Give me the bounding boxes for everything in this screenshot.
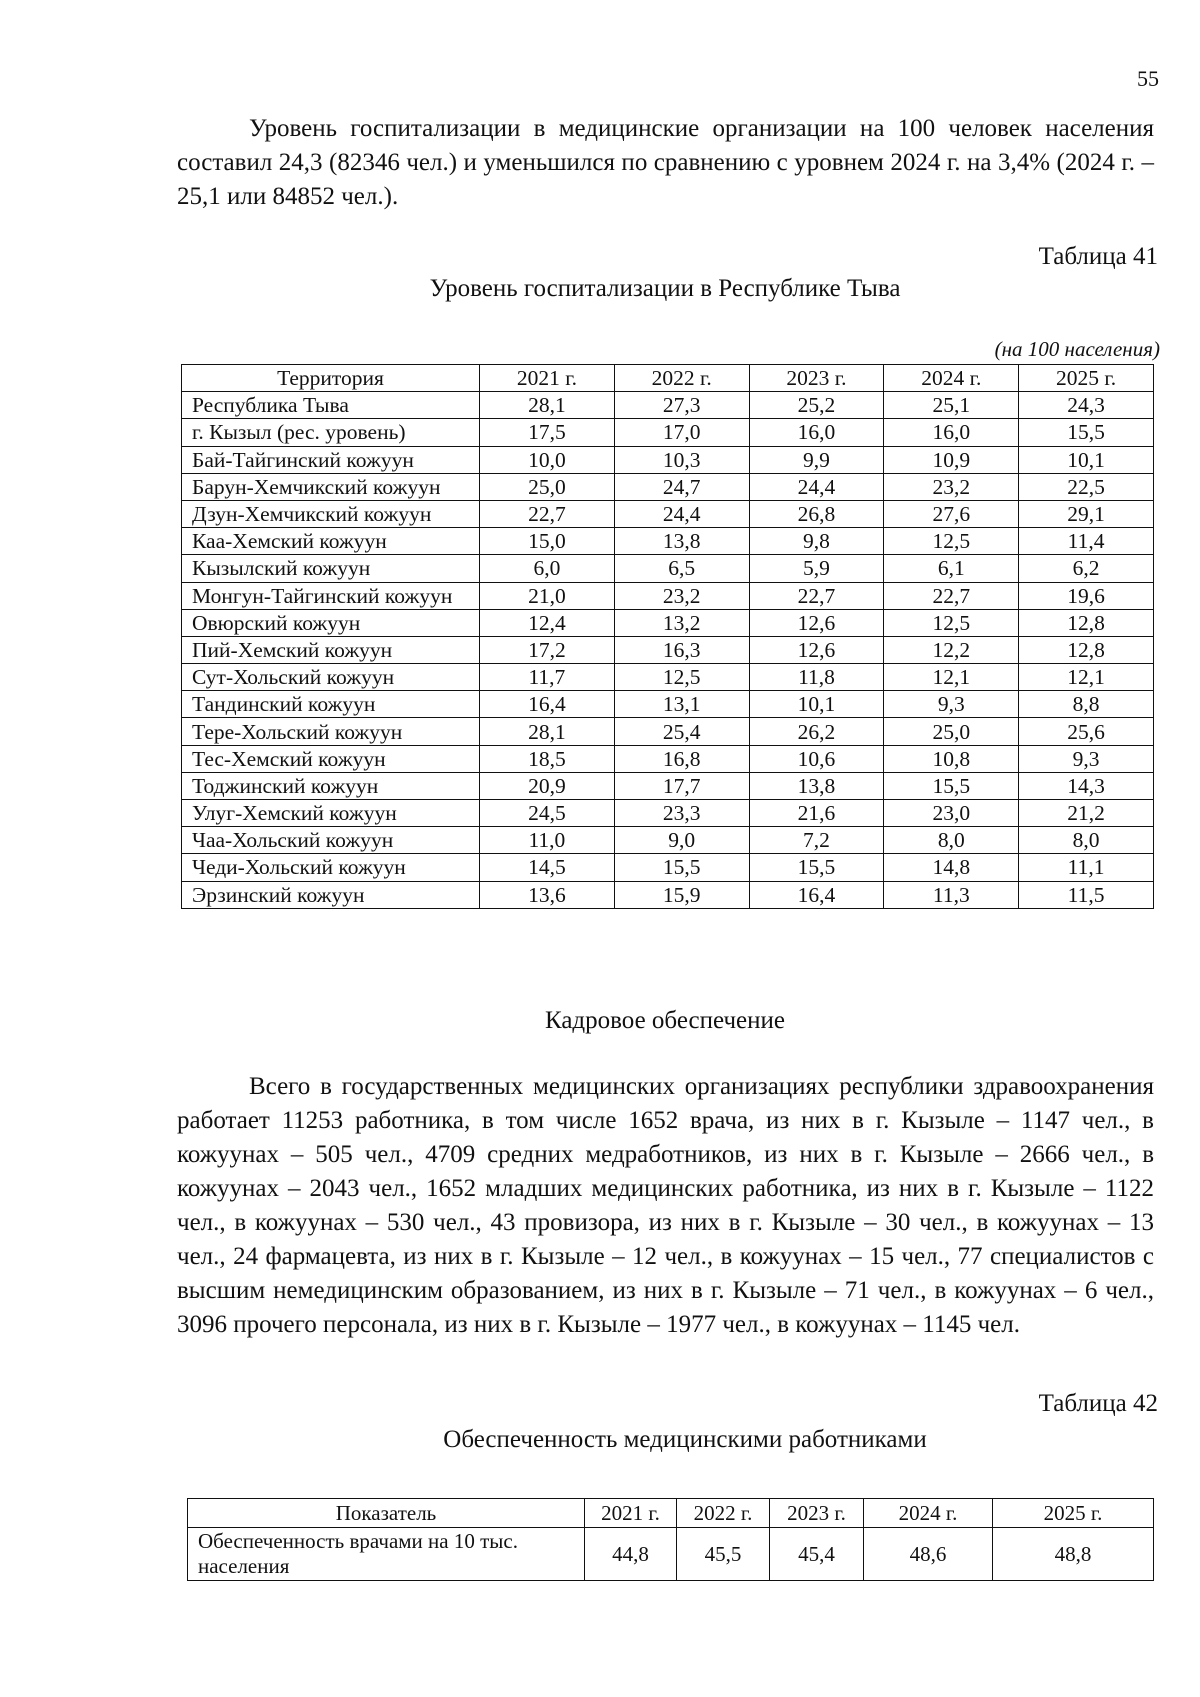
value-cell: 25,0 [884, 718, 1019, 745]
column-header: 2021 г. [480, 365, 615, 392]
value-cell: 22,7 [749, 582, 884, 609]
value-cell: 21,2 [1019, 800, 1154, 827]
table-row [182, 582, 1154, 609]
value-cell: 22,5 [1019, 473, 1154, 500]
value-cell: 27,3 [614, 392, 749, 419]
row-label-cell: Республика Тыва [182, 392, 480, 419]
table-body [188, 1528, 1154, 1581]
table-row [188, 1528, 1154, 1581]
row-label-cell: Дзун-Хемчикский кожуун [182, 500, 480, 527]
value-cell: 25,0 [480, 473, 615, 500]
row-label-cell: Сут-Хольский кожуун [182, 664, 480, 691]
value-cell: 14,8 [884, 854, 1019, 881]
column-header: 2024 г. [884, 365, 1019, 392]
value-cell: 16,0 [749, 419, 884, 446]
column-header: 2024 г. [864, 1499, 993, 1528]
value-cell: 10,0 [480, 446, 615, 473]
staff-paragraph: Всего в государственных медицинских организациях республики здравоохранения работает 11253 работника, в том числе 1652 врача, из них в г. Кызыле – 1147 чел., в кожуунах – 505 чел., 4709 средних медработников, из них в г. Кызыле – 2666 чел., в кожуунах – 2043 чел., 1652 младших медицинских работника, из них в г. Кызыле – 1122 чел., в кожуунах – 530 чел., 43 провизора, из них в г. Кызыле – 30 чел., в кожуунах – 13 чел., 24 фармацевта, из них в г. Кызыле – 12 чел., в кожуунах – 15 чел., 77 специалистов с высшим немедицинским образованием, из них в г. Кызыле – 71 чел., в кожуунах – 6 чел., 3096 прочего персонала, из них в г. Кызыле – 1977 чел., в кожуунах – 1145 чел. [177, 1073, 1154, 1338]
value-cell: 6,5 [614, 555, 749, 582]
table-header-row [182, 365, 1154, 392]
table-41-label: Таблица 41 [1038, 243, 1158, 270]
column-header: Территория [182, 365, 480, 392]
table-row [182, 392, 1154, 419]
value-cell: 20,9 [480, 772, 615, 799]
value-cell: 13,1 [614, 691, 749, 718]
value-cell: 21,0 [480, 582, 615, 609]
table-header-row [188, 1499, 1154, 1528]
value-cell: 10,9 [884, 446, 1019, 473]
value-cell: 8,0 [884, 827, 1019, 854]
value-cell: 5,9 [749, 555, 884, 582]
table-row [182, 745, 1154, 772]
section-heading: Кадровое обеспечение [544, 1007, 786, 1034]
row-label-cell: Эрзинский кожуун [182, 881, 480, 908]
table-row [182, 500, 1154, 527]
value-cell: 28,1 [480, 718, 615, 745]
value-cell: 13,2 [614, 609, 749, 636]
value-cell: 11,3 [884, 881, 1019, 908]
value-cell: 10,1 [749, 691, 884, 718]
table-row [182, 528, 1154, 555]
value-cell: 16,4 [749, 881, 884, 908]
table-row [182, 691, 1154, 718]
value-cell: 14,5 [480, 854, 615, 881]
table-41-title: Уровень госпитализации в Республике Тыва [429, 275, 901, 302]
table-42-label: Таблица 42 [1038, 1390, 1158, 1417]
row-label-cell: Кызылский кожуун [182, 555, 480, 582]
page-number: 55 [1137, 66, 1159, 91]
value-cell: 11,4 [1019, 528, 1154, 555]
value-cell: 25,1 [884, 392, 1019, 419]
value-cell: 13,6 [480, 881, 615, 908]
value-cell: 9,3 [884, 691, 1019, 718]
table-row [182, 419, 1154, 446]
value-cell: 22,7 [884, 582, 1019, 609]
value-cell: 48,8 [993, 1528, 1154, 1581]
value-cell: 12,1 [884, 664, 1019, 691]
value-cell: 19,6 [1019, 582, 1154, 609]
value-cell: 12,2 [884, 636, 1019, 663]
value-cell: 12,6 [749, 636, 884, 663]
row-label-cell: Каа-Хемский кожуун [182, 528, 480, 555]
value-cell: 48,6 [864, 1528, 993, 1581]
value-cell: 23,0 [884, 800, 1019, 827]
row-label-cell: Чеди-Хольский кожуун [182, 854, 480, 881]
value-cell: 25,6 [1019, 718, 1154, 745]
value-cell: 6,1 [884, 555, 1019, 582]
value-cell: 15,5 [749, 854, 884, 881]
table-row [182, 718, 1154, 745]
row-label-cell: Обеспеченность врачами на 10 тыс. населения [188, 1528, 585, 1581]
value-cell: 18,5 [480, 745, 615, 772]
value-cell: 29,1 [1019, 500, 1154, 527]
table-row [182, 446, 1154, 473]
value-cell: 11,8 [749, 664, 884, 691]
value-cell: 15,9 [614, 881, 749, 908]
table-row [182, 827, 1154, 854]
value-cell: 15,0 [480, 528, 615, 555]
value-cell: 14,3 [1019, 772, 1154, 799]
value-cell: 17,5 [480, 419, 615, 446]
value-cell: 9,8 [749, 528, 884, 555]
table-body [182, 392, 1154, 909]
value-cell: 12,1 [1019, 664, 1154, 691]
value-cell: 16,0 [884, 419, 1019, 446]
value-cell: 23,3 [614, 800, 749, 827]
value-cell: 12,5 [884, 609, 1019, 636]
row-label-cell: Улуг-Хемский кожуун [182, 800, 480, 827]
value-cell: 9,3 [1019, 745, 1154, 772]
row-label-cell: Бай-Тайгинский кожуун [182, 446, 480, 473]
value-cell: 16,8 [614, 745, 749, 772]
value-cell: 15,5 [614, 854, 749, 881]
value-cell: 9,0 [614, 827, 749, 854]
table-row [182, 800, 1154, 827]
value-cell: 11,7 [480, 664, 615, 691]
table-row [182, 664, 1154, 691]
value-cell: 16,4 [480, 691, 615, 718]
value-cell: 10,1 [1019, 446, 1154, 473]
value-cell: 13,8 [749, 772, 884, 799]
row-label-cell: Тес-Хемский кожуун [182, 745, 480, 772]
value-cell: 24,4 [749, 473, 884, 500]
row-label-cell: Чаа-Хольский кожуун [182, 827, 480, 854]
value-cell: 44,8 [585, 1528, 677, 1581]
value-cell: 11,5 [1019, 881, 1154, 908]
column-header: 2025 г. [993, 1499, 1154, 1528]
value-cell: 8,8 [1019, 691, 1154, 718]
row-label-cell: Тоджинский кожуун [182, 772, 480, 799]
column-header: Показатель [188, 1499, 585, 1528]
value-cell: 12,6 [749, 609, 884, 636]
column-header: 2023 г. [770, 1499, 864, 1528]
value-cell: 15,5 [1019, 419, 1154, 446]
value-cell: 17,7 [614, 772, 749, 799]
row-label-cell: Монгун-Тайгинский кожуун [182, 582, 480, 609]
value-cell: 26,8 [749, 500, 884, 527]
row-label-cell: Барун-Хемчикский кожуун [182, 473, 480, 500]
value-cell: 27,6 [884, 500, 1019, 527]
value-cell: 23,2 [884, 473, 1019, 500]
value-cell: 24,4 [614, 500, 749, 527]
value-cell: 28,1 [480, 392, 615, 419]
value-cell: 15,5 [884, 772, 1019, 799]
hospitalization-table [181, 364, 1154, 909]
column-header: 2023 г. [749, 365, 884, 392]
value-cell: 10,6 [749, 745, 884, 772]
value-cell: 11,1 [1019, 854, 1154, 881]
value-cell: 12,8 [1019, 609, 1154, 636]
value-cell: 23,2 [614, 582, 749, 609]
value-cell: 21,6 [749, 800, 884, 827]
value-cell: 13,8 [614, 528, 749, 555]
value-cell: 9,9 [749, 446, 884, 473]
column-header: 2025 г. [1019, 365, 1154, 392]
value-cell: 22,7 [480, 500, 615, 527]
column-header: 2022 г. [677, 1499, 770, 1528]
value-cell: 24,7 [614, 473, 749, 500]
value-cell: 12,5 [884, 528, 1019, 555]
table-41-unit-note: (на 100 населения) [994, 337, 1160, 361]
value-cell: 10,8 [884, 745, 1019, 772]
column-header: 2021 г. [585, 1499, 677, 1528]
value-cell: 25,2 [749, 392, 884, 419]
row-label-cell: Овюрский кожуун [182, 609, 480, 636]
table-42-title: Обеспеченность медицинскими работниками [443, 1426, 927, 1453]
row-label-cell: г. Кызыл (рес. уровень) [182, 419, 480, 446]
column-header: 2022 г. [614, 365, 749, 392]
table-row [182, 609, 1154, 636]
value-cell: 12,5 [614, 664, 749, 691]
value-cell: 17,0 [614, 419, 749, 446]
value-cell: 7,2 [749, 827, 884, 854]
value-cell: 12,8 [1019, 636, 1154, 663]
value-cell: 26,2 [749, 718, 884, 745]
table-row [182, 636, 1154, 663]
value-cell: 25,4 [614, 718, 749, 745]
value-cell: 11,0 [480, 827, 615, 854]
value-cell: 45,4 [770, 1528, 864, 1581]
value-cell: 12,4 [480, 609, 615, 636]
staffing-table [187, 1498, 1154, 1581]
row-label-cell: Пий-Хемский кожуун [182, 636, 480, 663]
table-row [182, 473, 1154, 500]
value-cell: 24,5 [480, 800, 615, 827]
table-row [182, 881, 1154, 908]
value-cell: 10,3 [614, 446, 749, 473]
value-cell: 17,2 [480, 636, 615, 663]
row-label-cell: Тере-Хольский кожуун [182, 718, 480, 745]
value-cell: 6,0 [480, 555, 615, 582]
value-cell: 24,3 [1019, 392, 1154, 419]
value-cell: 6,2 [1019, 555, 1154, 582]
value-cell: 16,3 [614, 636, 749, 663]
intro-paragraph: Уровень госпитализации в медицинские организации на 100 человек населения составил 24,3 (82346 чел.) и уменьшился по сравнению с уровнем 2024 г. на 3,4% (2024 г. – 25,1 или 84852 чел.). [177, 115, 1154, 210]
table-row [182, 555, 1154, 582]
value-cell: 45,5 [677, 1528, 770, 1581]
row-label-cell: Тандинский кожуун [182, 691, 480, 718]
value-cell: 8,0 [1019, 827, 1154, 854]
table-row [182, 772, 1154, 799]
table-row [182, 854, 1154, 881]
